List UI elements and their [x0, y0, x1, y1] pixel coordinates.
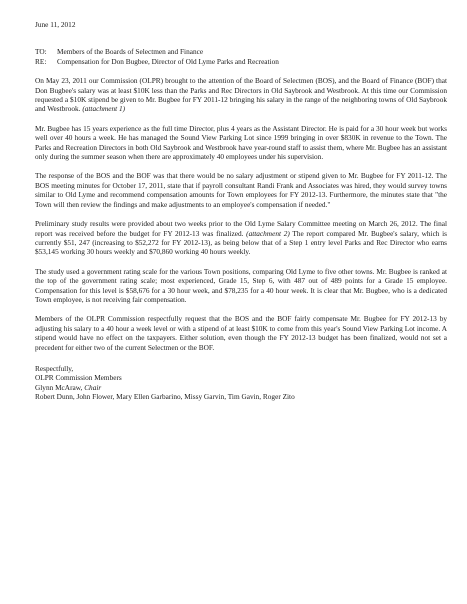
chair-title: Chair	[84, 382, 102, 392]
letter-date: June 11, 2012	[35, 20, 76, 29]
paragraph-request-history	[35, 76, 447, 114]
paragraph-text: On May 23, 2011 our Commission (OLPR) brought to the attention of the Board of Selectmen (BOS), and the Board of Finance (BOF) that Don Bugbee's salary was at least $10K less than the Parks and Rec Directors in Old Saybrook and Westbrook. At this time our Commission requested a $10K stipend be given to Mr. Bugbee for FY 2011-12 bringing his salary in the range of the neighboring towns of Old Saybrook and Westbrook.	[35, 76, 447, 114]
paragraph-rating-scale	[35, 267, 447, 305]
to-label: TO:	[35, 47, 47, 57]
closing-members: Robert Dunn, John Flower, Mary Ellen Garbarino, Missy Garvin, Tim Gavin, Roger Zito	[35, 392, 295, 402]
paragraph-study-results	[35, 219, 447, 257]
paragraph-text: Preliminary study results were provided about two weeks prior to the Old Lyme Salary Committee meeting on March 26, 2012. The final report was received before the budget for FY 2012-13 was finalized.	[35, 219, 447, 238]
attachment-reference: (attachment 1)	[82, 104, 126, 114]
memo-header	[35, 47, 447, 66]
chair-name: Glynn McAraw,	[35, 382, 83, 392]
closing-organization: OLPR Commission Members	[35, 373, 122, 383]
closing-salutation: Respectfully,	[35, 363, 74, 373]
paragraph-experience	[35, 124, 447, 162]
paragraph-text: The study used a government rating scale for the various Town positions, comparing Old Lyme to five other towns. Mr. Bugbee is ranked at the top of the government rating scale; most experienced, Grade 15, Step 6, with 487 out of 489 points for a Grade 15 employee. Compensation for this level is $58,676 for a 30 hour week, and $78,235 for a 40 hour week. It is clear that Mr. Bugbee, who is a dedicated Town employee, is not receiving fair compensation.	[35, 266, 447, 304]
paragraph-request	[35, 314, 447, 352]
attachment-reference: (attachment 2)	[246, 228, 290, 238]
closing-chair	[35, 383, 447, 392]
paragraph-text: Members of the OLPR Commission respectfully request that the BOS and the BOF fairly compensate Mr. Bugbee for FY 2012-13 by adjusting his salary to a 40 hour a week level or with a stipend of at least $10K to come from this year's Sound View Parking Lot income. A stipend would have no effect on the taxpayers. Either solution, even though the FY 2012-13 budget has been finalized, would not set a precedent for either two of the current Selectmen or the BOF.	[35, 314, 447, 352]
re-text: Compensation for Don Bugbee, Director of Old Lyme Parks and Recreation	[57, 56, 279, 66]
memo-re-row	[35, 57, 447, 66]
to-text: Members of the Boards of Selectmen and Finance	[57, 47, 204, 57]
re-label: RE:	[35, 56, 47, 66]
paragraph-text: Mr. Bugbee has 15 years experience as the full time Director, plus 4 years as the Assistant Director. He is paid for a 30 hour week but works well over 40 hours a week. He has managed the Sound View Parking Lot since 1999 bringing in over $830K in revenue to the Town. The Parks and Recreation Directors in both Old Saybrook and Westbrook have year-round staff to assist them, where Mr. Bugbee has an assistant only during the summer season when there are approximately 40 employees under his supervision.	[35, 123, 447, 162]
paragraph-board-response	[35, 171, 447, 209]
paragraph-text-continued: The report compared Mr. Bugbee's salary, which is currently $51, 247 (increasing to $52,272 for FY 2012-13), as being below that of a Step 1 entry level Parks and Rec Director who earns $53,145 working 30 hours weekly and $70,860 working 40 hours weekly.	[35, 228, 448, 257]
letter-closing	[35, 364, 447, 402]
paragraph-text: The response of the BOS and the BOF was that there would be no salary adjustment or stipend given to Mr. Bugbee for FY 2011-12. The BOS meeting minutes for October 17, 2011, state that if payroll consultant Randi Frank and Associates was hired, they would survey towns similar to Old Lyme and recommend compensation amounts for Town employees for FY 2012-13. Furthermore, the minutes state that "the Town will then review the findings and make adjustments to an employee's compensation if needed."	[35, 171, 447, 209]
memo-to-row	[35, 47, 447, 56]
